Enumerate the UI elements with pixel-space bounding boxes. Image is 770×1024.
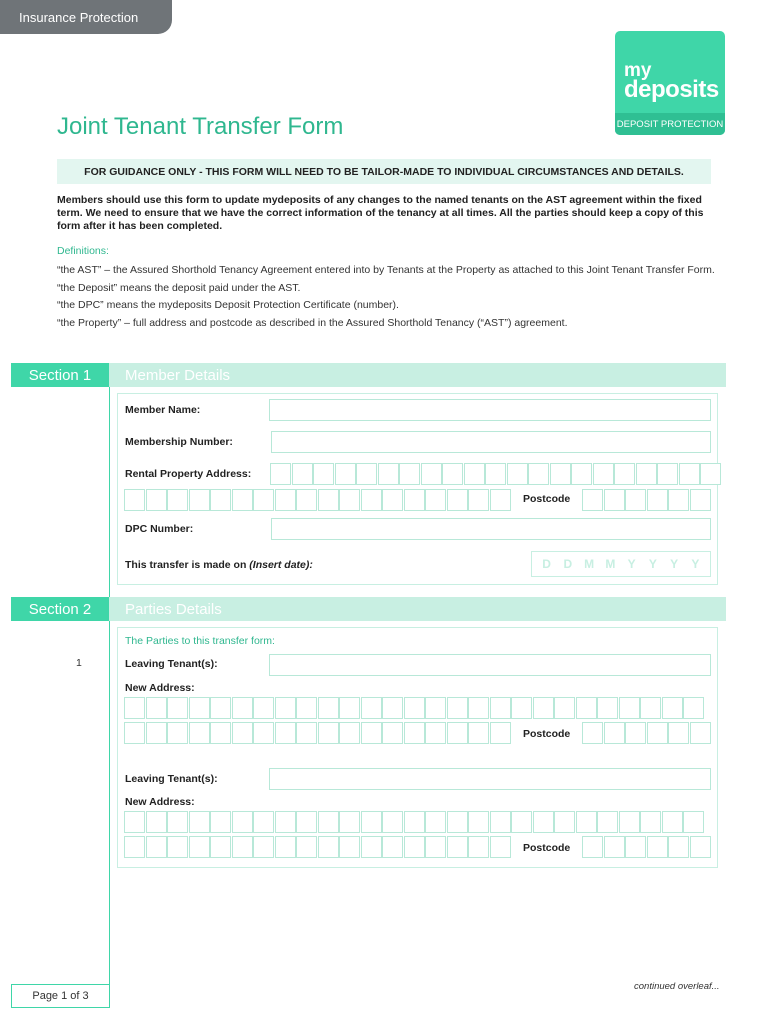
dpc-number-field[interactable]	[271, 518, 711, 540]
definitions-heading: Definitions:	[57, 245, 109, 257]
new-address2-grid-row2[interactable]	[124, 836, 511, 858]
section1-title: Member Details	[109, 363, 726, 387]
rental-address-label: Rental Property Address:	[125, 468, 252, 480]
transfer-date-label: This transfer is made on (Insert date):	[125, 559, 313, 571]
parties-heading: The Parties to this transfer form:	[125, 635, 275, 647]
membership-number-field[interactable]	[271, 431, 711, 453]
new-address2-label: New Address:	[125, 796, 195, 808]
new-address1-grid-row2[interactable]	[124, 722, 511, 744]
section2-divider	[109, 597, 110, 1008]
definition-ast: “the AST” – the Assured Shorthold Tenancy Agreement entered into by Tenants at the Property as attached to this Joint Tenant Transfer Form.	[57, 264, 715, 276]
leaving-tenant2-field[interactable]	[269, 768, 711, 790]
mydeposits-logo	[615, 31, 725, 135]
insurance-protection-tab[interactable]: Insurance Protection	[0, 0, 172, 34]
logo-band: DEPOSIT PROTECTION	[615, 113, 725, 135]
party-number: 1	[76, 657, 82, 669]
definitions-list	[57, 263, 717, 333]
definition-dpc: “the DPC” means the mydeposits Deposit Protection Certificate (number).	[57, 299, 399, 311]
transfer-date-field[interactable]: D D M M Y Y Y Y	[531, 551, 711, 577]
rental-address-grid-row1[interactable]	[270, 463, 722, 485]
new-address2-postcode-grid[interactable]	[582, 836, 711, 858]
membership-number-label: Membership Number:	[125, 436, 233, 448]
member-name-field[interactable]	[269, 399, 711, 421]
rental-postcode-grid[interactable]	[582, 489, 711, 511]
section1-label: Section 1	[11, 363, 109, 387]
guidance-banner: FOR GUIDANCE ONLY - THIS FORM WILL NEED TO BE TAILOR-MADE TO INDIVIDUAL CIRCUMSTANCES AND DETAILS.	[57, 159, 711, 184]
rental-postcode-label: Postcode	[523, 493, 571, 505]
new-address1-label: New Address:	[125, 682, 195, 694]
new-address2-grid-row1[interactable]	[124, 811, 705, 833]
intro-text: Members should use this form to update mydeposits of any changes to the named tenants on the AST agreement within the fixed term. We need to ensure that we have the correct information of the tenancy at all times. All the parties should keep a copy of this form after it has been completed.	[57, 194, 704, 232]
section2-title: Parties Details	[109, 597, 726, 621]
new-address1-grid-row1[interactable]	[124, 697, 705, 719]
dpc-number-label: DPC Number:	[125, 523, 194, 535]
leaving-tenant2-label: Leaving Tenant(s):	[125, 773, 218, 785]
section1-divider	[109, 363, 110, 598]
member-name-label: Member Name:	[125, 404, 201, 416]
rental-address-grid-row2[interactable]	[124, 489, 511, 511]
definition-deposit: “the Deposit” means the deposit paid under the AST.	[57, 281, 301, 294]
new-address1-postcode-label: Postcode	[523, 728, 571, 740]
logo-deposits: deposits	[624, 76, 719, 103]
leaving-tenant1-label: Leaving Tenant(s):	[125, 658, 218, 670]
page-title: Joint Tenant Transfer Form	[57, 113, 344, 140]
leaving-tenant1-field[interactable]	[269, 654, 711, 676]
page-number: Page 1 of 3	[11, 984, 109, 1008]
definition-property: “the Property” – full address and postcode as described in the Assured Shorthold Tenancy (“AST”) agreement.	[57, 316, 568, 329]
continued-overleaf: continued overleaf...	[634, 981, 720, 992]
section2-label: Section 2	[11, 597, 109, 621]
new-address2-postcode-label: Postcode	[523, 842, 571, 854]
new-address1-postcode-grid[interactable]	[582, 722, 711, 744]
logo-my: my	[624, 60, 652, 81]
